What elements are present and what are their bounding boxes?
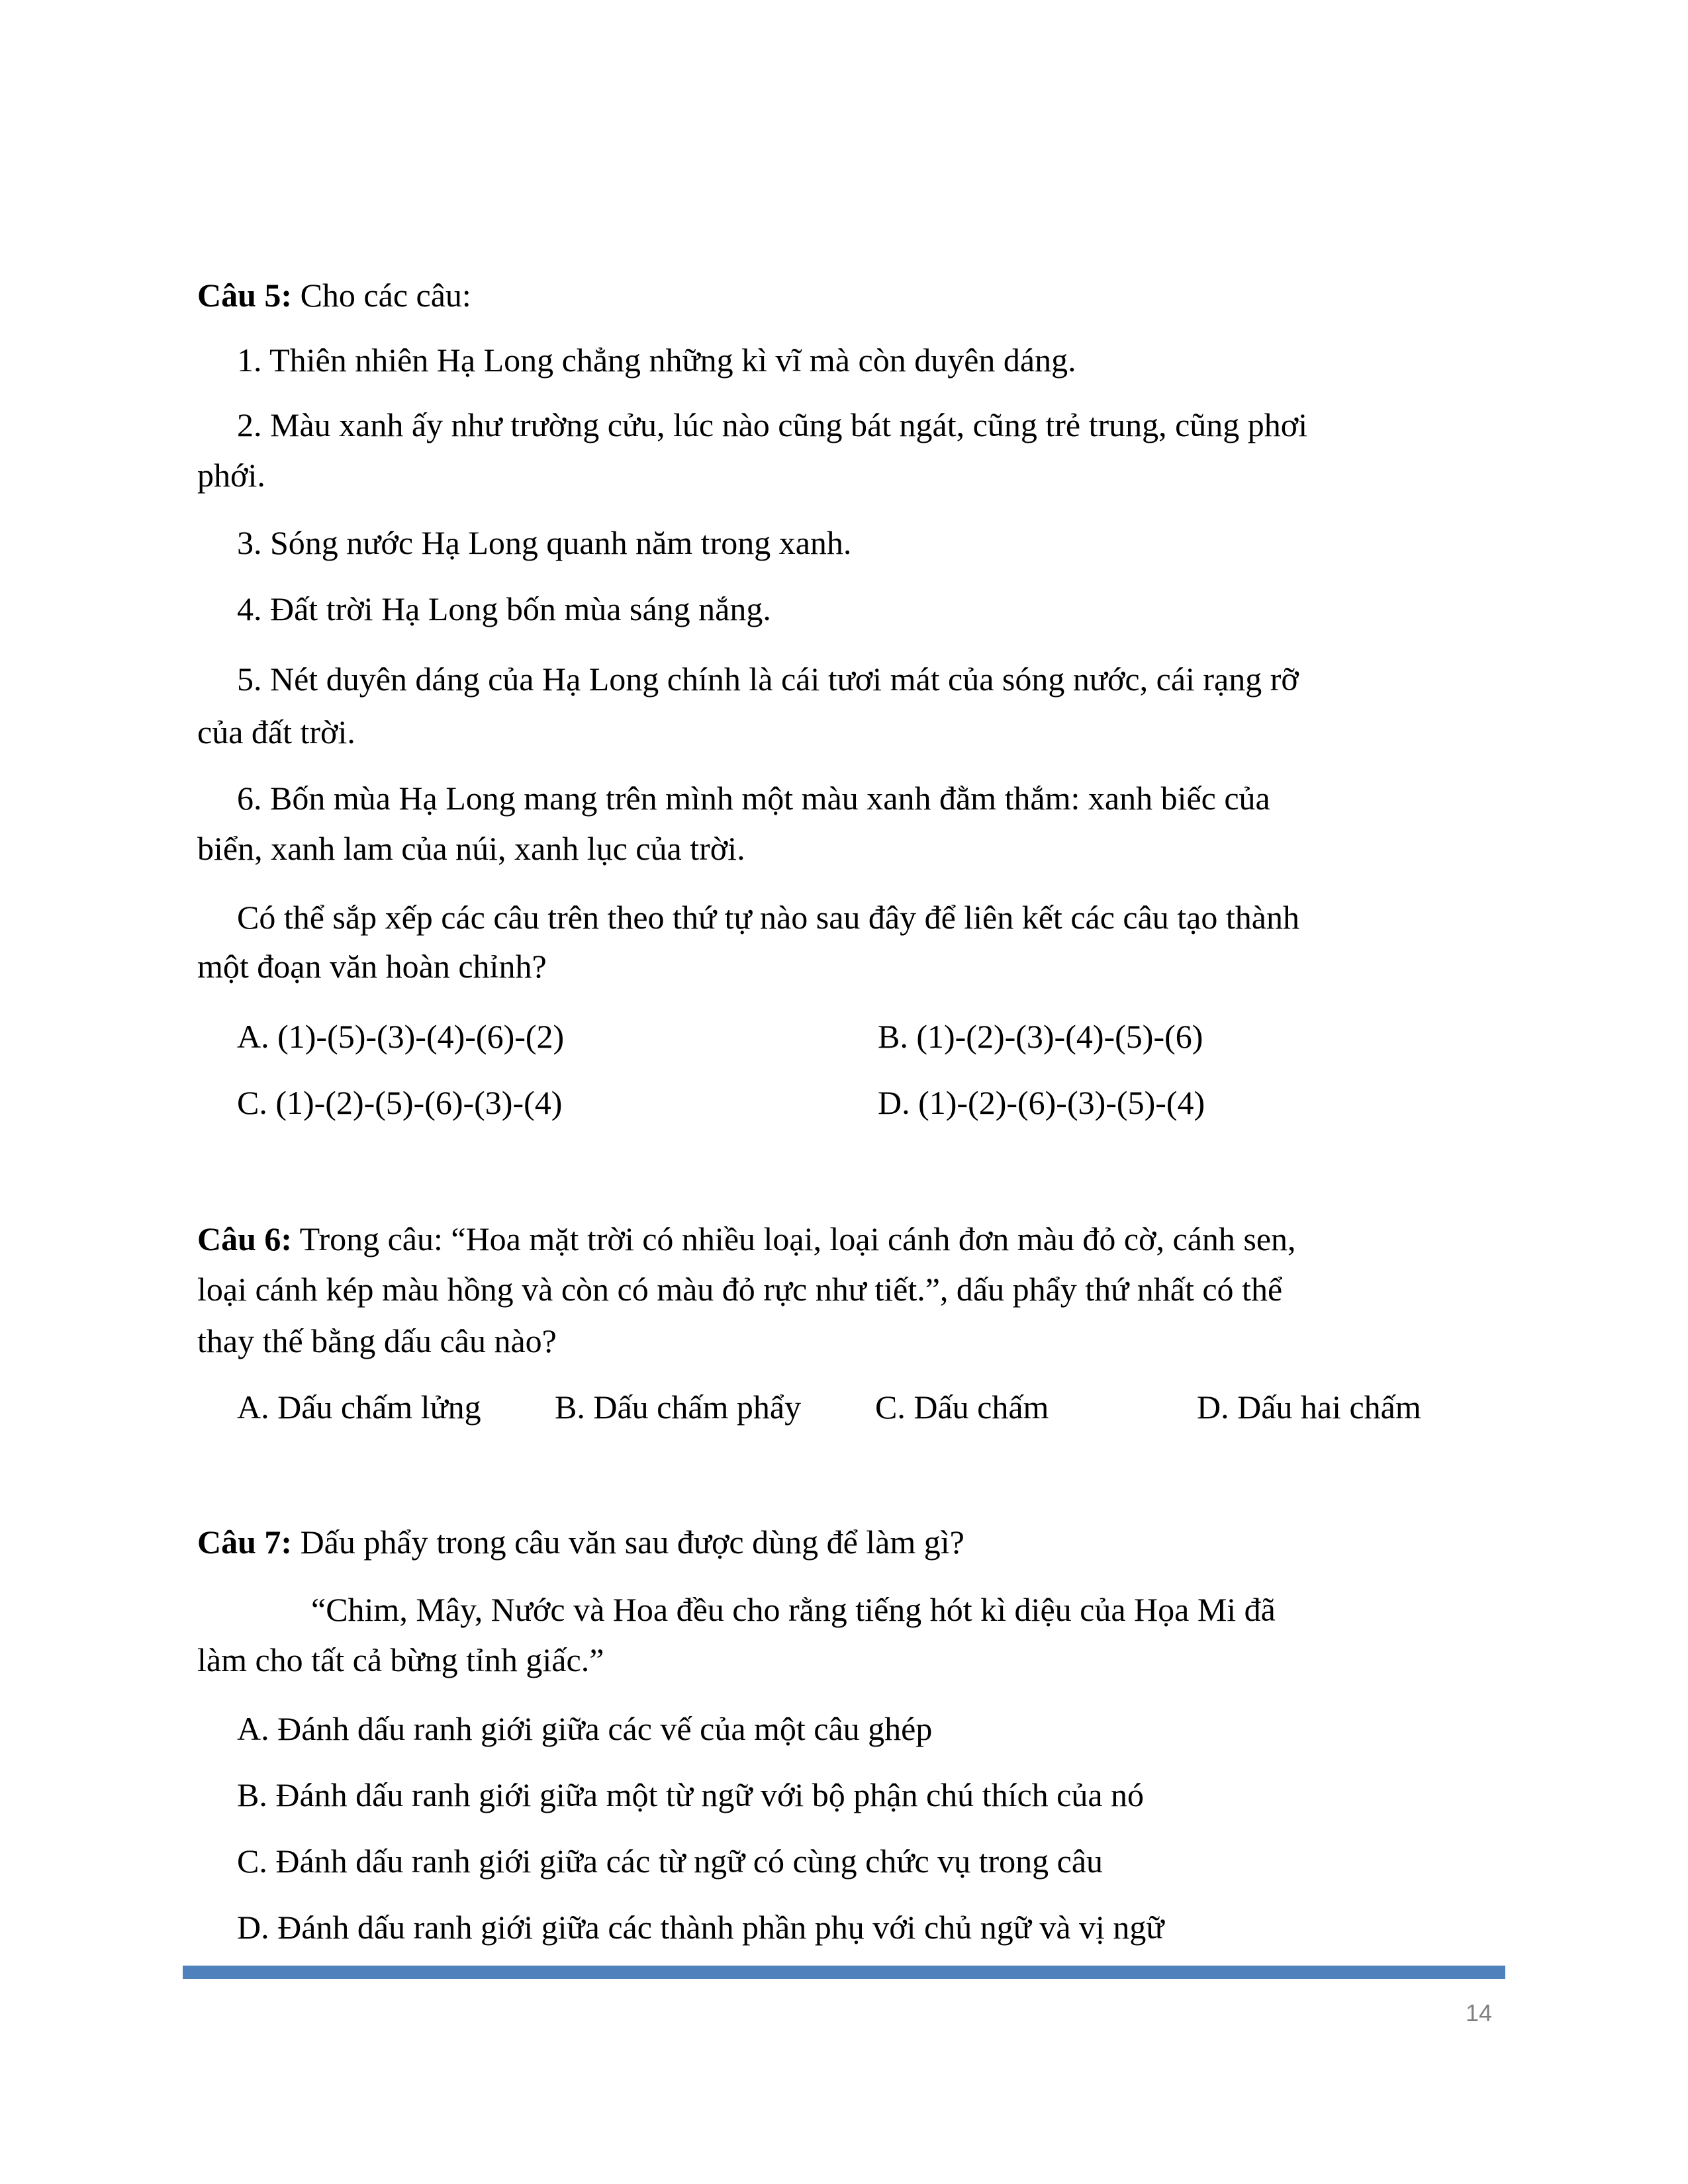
page-number: 14 (1465, 1999, 1492, 2026)
q6-line-1 (197, 1214, 1296, 1264)
q7-option-d: D. Đánh dấu ranh giới giữa các thành phần phụ với chủ ngữ và vị ngữ (237, 1909, 1164, 1946)
q6-option-b: B. Dấu chấm phẩy (555, 1388, 802, 1426)
q7-quote-line-1: “Chim, Mây, Nước và Hoa đều cho rằng tiếng hót kì diệu của Họa Mi đã (311, 1591, 1276, 1628)
q5-item-4: 4. Đất trời Hạ Long bốn mùa sáng nắng. (237, 590, 771, 627)
q7-stem: Dấu phẩy trong câu văn sau được dùng để làm gì? (292, 1524, 964, 1561)
q6-stem-1: Trong câu: “Hoa mặt trời có nhiều loại, loại cánh đơn màu đỏ cờ, cánh sen, (292, 1220, 1296, 1257)
q6-line-2: loại cánh kép màu hồng và còn có màu đỏ rực như tiết.”, dấu phẩy thứ nhất có thể (197, 1271, 1283, 1308)
q5-label: Câu 5: (197, 277, 293, 314)
q5-prompt-line-2: một đoạn văn hoàn chỉnh? (197, 948, 547, 985)
q5-option-d: D. (1)-(2)-(6)-(3)-(5)-(4) (878, 1084, 1205, 1121)
q5-stem: Cho các câu: (292, 277, 471, 314)
q5-item-5-cont: của đất trời. (197, 713, 355, 751)
q6-option-c: C. Dấu chấm (875, 1388, 1049, 1426)
q6-label: Câu 6: (197, 1220, 293, 1257)
q7-option-a: A. Đánh dấu ranh giới giữa các vế của một câu ghép (237, 1710, 933, 1747)
q6-option-d: D. Dấu hai chấm (1197, 1388, 1421, 1426)
q5-option-a: A. (1)-(5)-(3)-(4)-(6)-(2) (237, 1018, 565, 1055)
q5-option-c: C. (1)-(2)-(5)-(6)-(3)-(4) (237, 1084, 563, 1121)
q5-item-2: 2. Màu xanh ấy như trường cửu, lúc nào cũng bát ngát, cũng trẻ trung, cũng phơi (237, 406, 1308, 443)
q5-item-5: 5. Nét duyên dáng của Hạ Long chính là cái tươi mát của sóng nước, cái rạng rỡ (237, 660, 1299, 698)
q5-prompt-line-1: Có thể sắp xếp các câu trên theo thứ tự nào sau đây để liên kết các câu tạo thành (237, 899, 1299, 936)
q5-item-3: 3. Sóng nước Hạ Long quanh năm trong xanh. (237, 524, 852, 561)
q5-heading (197, 270, 471, 320)
q5-item-6: 6. Bốn mùa Hạ Long mang trên mình một màu xanh đằm thắm: xanh biếc của (237, 780, 1270, 817)
q6-option-a: A. Dấu chấm lửng (237, 1388, 481, 1426)
footer-rule (183, 1966, 1505, 1979)
q7-option-b: B. Đánh dấu ranh giới giữa một từ ngữ với bộ phận chú thích của nó (237, 1776, 1145, 1813)
q7-quote-line-2: làm cho tất cả bừng tỉnh giấc.” (197, 1641, 604, 1678)
q5-option-b: B. (1)-(2)-(3)-(4)-(5)-(6) (878, 1018, 1203, 1055)
q7-heading (197, 1517, 964, 1567)
q5-item-1: 1. Thiên nhiên Hạ Long chẳng những kì vĩ mà còn duyên dáng. (237, 341, 1076, 379)
q7-label: Câu 7: (197, 1524, 293, 1561)
q6-line-3: thay thế bằng dấu câu nào? (197, 1322, 557, 1359)
q5-item-6-cont: biển, xanh lam của núi, xanh lục của trời. (197, 830, 745, 867)
q5-item-2-cont: phới. (197, 457, 265, 494)
q7-option-c: C. Đánh dấu ranh giới giữa các từ ngữ có cùng chức vụ trong câu (237, 1843, 1103, 1880)
